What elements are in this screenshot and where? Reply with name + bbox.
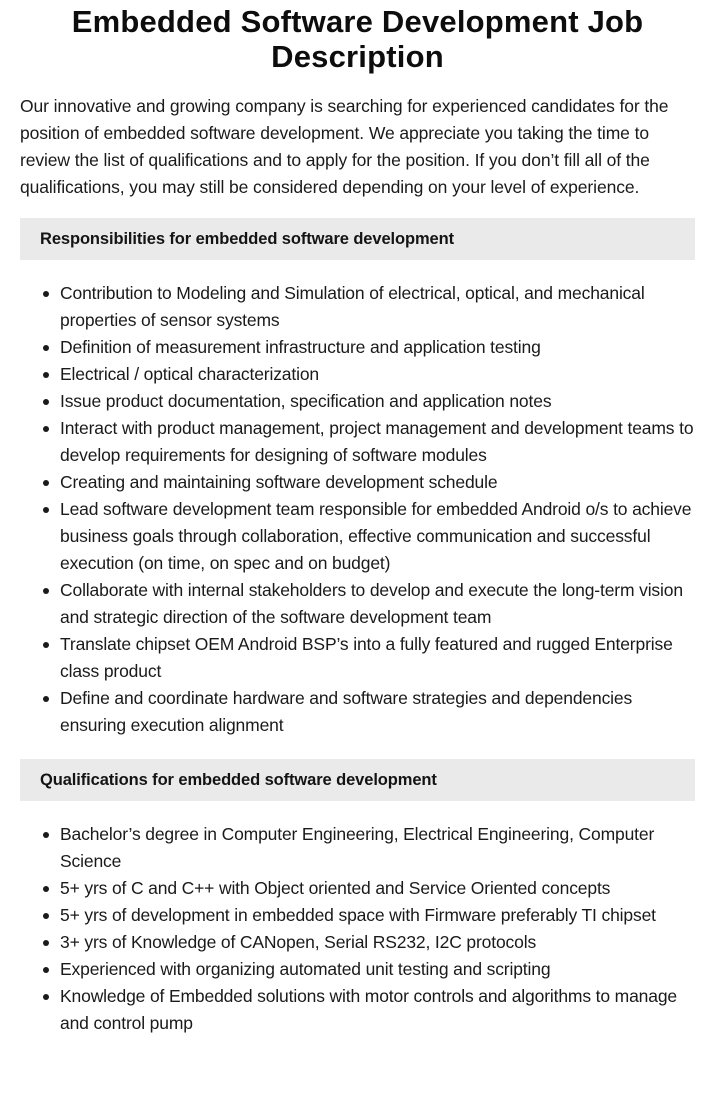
list-item-text: 3+ yrs of Knowledge of CANopen, Serial RS232, I2C protocols xyxy=(60,932,537,952)
page-title: Embedded Software Development Job Description xyxy=(71,4,644,74)
list-item xyxy=(60,415,695,469)
list-item xyxy=(60,388,695,415)
list-item-text: Knowledge of Embedded solutions with motor controls and algorithms to manage and control pump xyxy=(60,986,678,1033)
bullet-icon xyxy=(43,832,49,838)
bullet-icon xyxy=(43,913,49,919)
list-item-text: Definition of measurement infrastructure and application testing xyxy=(60,337,541,357)
list-item-text: Translate chipset OEM Android BSP’s into a fully featured and rugged Enterprise class product xyxy=(60,634,673,681)
bullet-icon xyxy=(43,399,49,405)
list-item xyxy=(60,821,695,875)
qualifications-list xyxy=(20,821,695,1037)
bullet-icon xyxy=(43,426,49,432)
responsibilities-heading-text: Responsibilities for embedded software development xyxy=(40,229,455,248)
list-item xyxy=(60,577,695,631)
list-item xyxy=(60,361,695,388)
bullet-icon xyxy=(43,345,49,351)
list-item-text: Creating and maintaining software development schedule xyxy=(60,472,498,492)
bullet-icon xyxy=(43,994,49,1000)
list-item xyxy=(60,956,695,983)
list-item-text: Contribution to Modeling and Simulation of electrical, optical, and mechanical properties of sensor systems xyxy=(60,283,645,330)
list-item-text: Bachelor’s degree in Computer Engineering, Electrical Engineering, Computer Science xyxy=(60,824,655,871)
list-item xyxy=(60,875,695,902)
bullet-icon xyxy=(43,480,49,486)
list-item-text: Interact with product management, project management and development teams to develop requirements for designing of software modules xyxy=(60,418,694,465)
list-item xyxy=(60,685,695,739)
list-item-text: 5+ yrs of C and C++ with Object oriented and Service Oriented concepts xyxy=(60,878,611,898)
bullet-icon xyxy=(43,291,49,297)
responsibilities-heading xyxy=(20,218,695,260)
list-item xyxy=(60,983,695,1037)
list-item xyxy=(60,334,695,361)
list-item-text: Define and coordinate hardware and software strategies and dependencies ensuring execution alignment xyxy=(60,688,633,735)
qualifications-heading xyxy=(20,759,695,801)
list-item-text: Experienced with organizing automated unit testing and scripting xyxy=(60,959,551,979)
bullet-icon xyxy=(43,507,49,513)
list-item xyxy=(60,280,695,334)
bullet-icon xyxy=(43,967,49,973)
list-item xyxy=(60,469,695,496)
responsibilities-list xyxy=(20,280,695,739)
list-item-text: Electrical / optical characterization xyxy=(60,364,320,384)
bullet-icon xyxy=(43,886,49,892)
list-item xyxy=(60,929,695,956)
list-item xyxy=(60,902,695,929)
bullet-icon xyxy=(43,588,49,594)
list-item-text: Collaborate with internal stakeholders to develop and execute the long-term vision and strategic direction of the software development team xyxy=(60,580,683,627)
list-item-text: Lead software development team responsible for embedded Android o/s to achieve business goals through collaboration, effective communication and successful execution (on time, on spec and on budget) xyxy=(60,499,692,573)
intro-paragraph: Our innovative and growing company is searching for experienced candidates for the position of embedded software development. We appreciate you taking the time to review the list of qualifications and to apply for the position. If you don’t fill all of the qualifications, you may still be considered depending on your level of experience. xyxy=(20,96,669,197)
list-item xyxy=(60,496,695,577)
list-item xyxy=(60,631,695,685)
list-item-text: Issue product documentation, specification and application notes xyxy=(60,391,552,411)
qualifications-heading-text: Qualifications for embedded software development xyxy=(40,770,437,789)
bullet-icon xyxy=(43,642,49,648)
bullet-icon xyxy=(43,372,49,378)
bullet-icon xyxy=(43,940,49,946)
list-item-text: 5+ yrs of development in embedded space with Firmware preferably TI chipset xyxy=(60,905,656,925)
bullet-icon xyxy=(43,696,49,702)
